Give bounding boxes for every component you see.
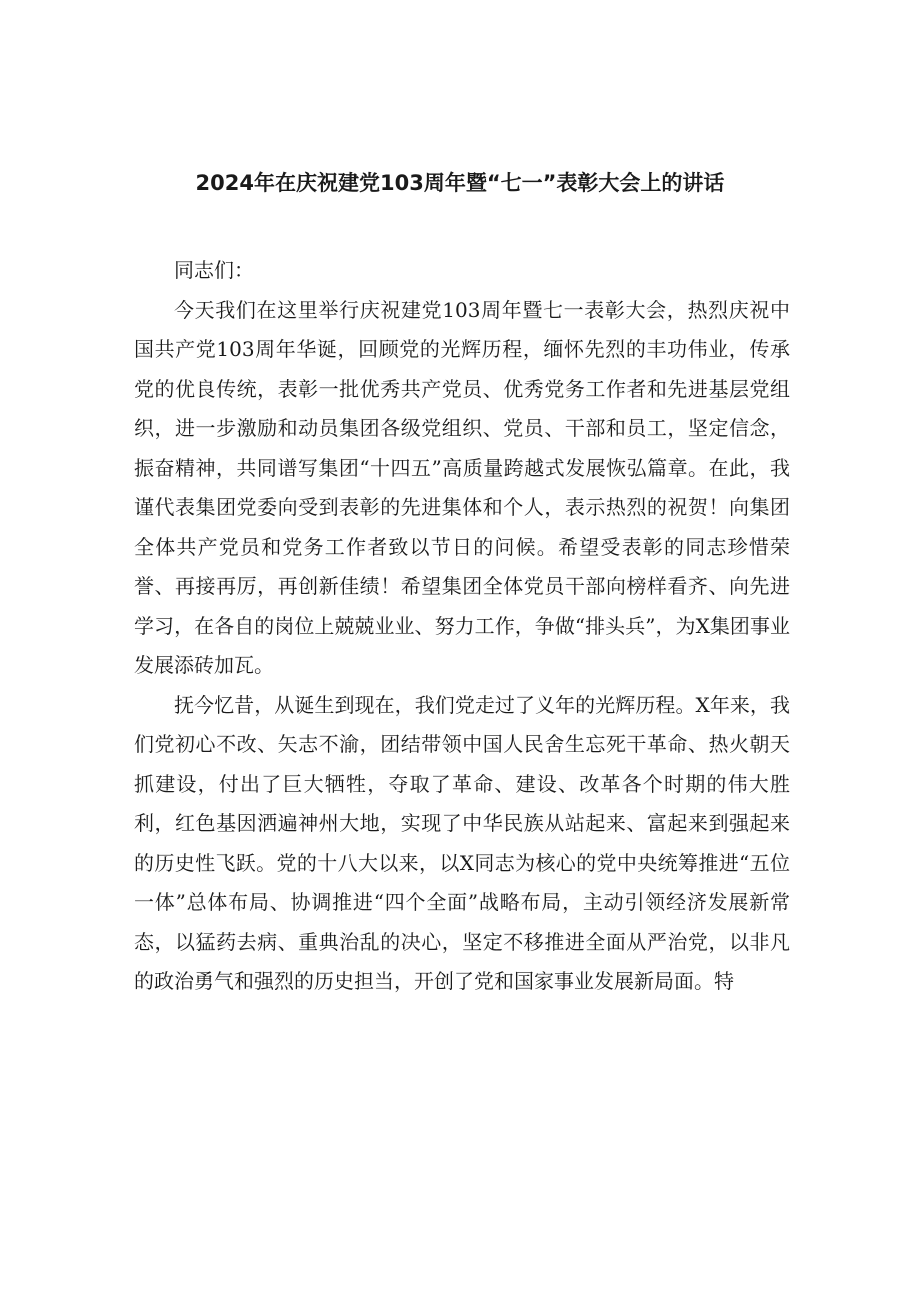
paragraph-2: 抚今忆昔，从诞生到现在，我们党走过了义年的光辉历程。X年来，我们党初心不改、矢志不渝，团结带领中国人民舍生忘死干革命、热火朝天抓建设，付出了巨大牺牲，夺取了革命、建设、改革各个时期的伟大胜利，红色基因洒遍神州大地，实现了中华民族从站起来、富起来到强起来的历史性飞跃。党的十八大以来，以X同志为核心的党中央统筹推进“五位一体”总体布局、协调推进“四个全面”战略布局，主动引领经济发展新常态，以猛药去病、重典治乱的决心，坚定不移推进全面从严治党，以非凡的政治勇气和强烈的历史担当，开创了党和国家事业发展新局面。特 [134,692,790,993]
document-body [134,251,790,1002]
paragraph-1: 今天我们在这里举行庆祝建党103周年暨七一表彰大会，热烈庆祝中国共产党103周年华诞，回顾党的光辉历程，缅怀先烈的丰功伟业，传承党的优良传统，表彰一批优秀共产党员、优秀党务工作者和先进基层党组织，进一步激励和动员集团各级党组织、党员、干部和员工，坚定信念，振奋精神，共同谱写集团“十四五”高质量跨越式发展恢弘篇章。在此，我谨代表集团党委向受到表彰的先进集体和个人，表示热烈的祝贺！向集团全体共产党员和党务工作者致以节日的问候。希望受表彰的同志珍惜荣誉、再接再厉，再创新佳绩！希望集团全体党员干部向榜样看齐、向先进学习，在各自的岗位上兢兢业业、努力工作，争做“排头兵”，为X集团事业发展添砖加瓦。 [134,297,790,677]
salutation: 同志们： [174,258,254,282]
document-title: 2024年在庆祝建党103周年暨“七一”表彰大会上的讲话 [195,171,725,195]
